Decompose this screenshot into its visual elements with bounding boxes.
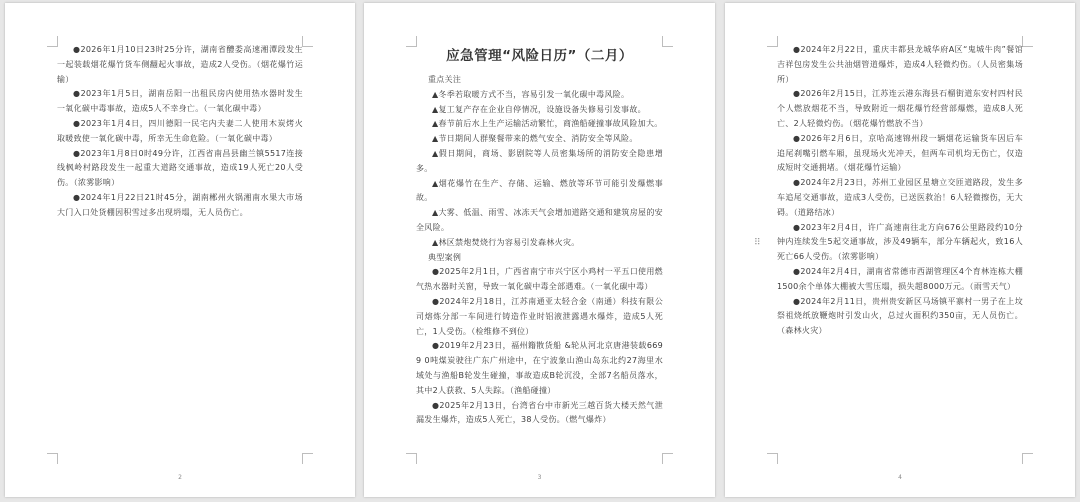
document-page-4 <box>725 3 1075 497</box>
case-paragraph: ●2026年2月15日，江苏连云港东海县石榴街道东安村四村民个人燃放烟花不当，导致附近一烟花爆竹经营部爆燃，造成8人死亡、2人轻微灼伤。（烟花爆竹燃放不当） <box>777 89 1023 128</box>
page-number: 3 <box>537 474 542 481</box>
focus-item: ▲节日期间人群聚餐带来的燃气安全、消防安全等风险。 <box>432 134 638 144</box>
case-paragraph: ●2026年1月10日23时25分许，湖南省醴娄高速湘潭段发生一起装载烟花爆竹货车侧翻起火事故，造成2人受伤。（烟花爆竹运输） <box>57 45 303 84</box>
focus-item: ▲假日期间，商场、影剧院等人员密集场所的消防安全隐患增多。 <box>416 148 663 173</box>
focus-item: ▲复工复产存在企业自停情况，设施设备失修易引发事故。 <box>432 104 646 114</box>
case-paragraph: ●2025年2月1日，广西省南宁市兴宁区小鸡村一平五口使用燃气热水器时关窗，导致一氧化碳中毒全部遇难。（一氧化碳中毒） <box>416 267 663 292</box>
focus-item: ▲春节前后水上生产运输活动繁忙，商渔船碰撞事故风险加大。 <box>432 119 663 129</box>
margin-mark-bottom-right <box>1022 453 1033 464</box>
case-paragraph: ●2024年2月11日，贵州贵安新区马场镇平寨村一男子在上坟祭祖烧纸放鞭炮时引发山火，总过火面积约350亩，无人员伤亡。（森林火灾） <box>777 296 1023 336</box>
page-number: 4 <box>898 474 902 481</box>
margin-mark-bottom-left <box>47 453 58 464</box>
case-paragraph: ●2019年2月23日，福州籍散货船 &轮从河北京唐港装载6699 0吨煤炭驶往广东广州途中，在宁波象山渔山岛东北约27海里水域处与渔船B轮发生碰撞，事故造成B轮沉没，全部7名船员落水，其中2人获救、5人失踪。（渔船碰撞） <box>416 341 663 395</box>
case-paragraph: ●2024年2月4日，湖南省常德市西湖管理区4个育林连栋大棚1500余个单体大棚被大雪压塌，损失超8000万元。（雨雪天气） <box>777 266 1023 291</box>
case-paragraph: ●2023年2月4日，许广高速南往北方向676公里路段约10分钟内连续发生5起交通事故，涉及49辆车，部分车辆起火，致16人死亡66人受伤。（浓雾影响） <box>777 222 1023 262</box>
margin-mark-top-right <box>662 36 673 47</box>
drag-handle-icon[interactable]: ⠿ <box>754 238 761 248</box>
case-paragraph: ●2024年2月22日，重庆丰都县龙城华府A区“鬼城牛肉”餐馆吉祥包房发生公共油烟管道爆炸，造成4人轻微灼伤。（人员密集场所） <box>777 45 1023 84</box>
margin-mark-bottom-right <box>302 453 313 464</box>
document-page-3 <box>364 3 715 497</box>
margin-mark-bottom-right <box>662 453 673 464</box>
page-number: 2 <box>178 474 182 481</box>
case-paragraph: ●2026年2月6日，京哈高速锦州段一辆烟花运输货车因后车追尾刹嘴引燃车厢，虽现场火光冲天，但两车司机均无伤亡，仅造成短时交通拥堵。（烟花爆竹运输） <box>777 133 1023 173</box>
margin-mark-top-right <box>1022 36 1033 47</box>
focus-item: ▲烟花爆竹在生产、存储、运输、燃放等环节可能引发爆燃事故。 <box>416 178 663 203</box>
section-heading: 典型案例 <box>428 252 462 262</box>
document-title: 应急管理“风险日历”（二月） <box>446 48 633 64</box>
case-paragraph: ●2024年2月23日，苏州工业园区星塘立交匝道路段，发生多车追尾交通事故，造成3人受伤，已送医救治！6人轻微擦伤，无大碍。（道路结冰） <box>777 178 1023 217</box>
page-body[interactable] <box>416 43 663 428</box>
margin-mark-bottom-left <box>406 453 417 464</box>
margin-mark-top-right <box>302 36 313 47</box>
case-paragraph: ●2023年1月4日，四川德阳一民宅内夫妻二人使用木炭烤火取暖致使一氧化碳中毒，所幸无生命危险。（一氧化碳中毒） <box>57 118 303 143</box>
case-paragraph: ●2023年1月8日0时49分许，江西省南昌县幽兰镇5517连接线枫岭村路段发生一起重大道路交通事故，造成19人死亡20人受伤。（浓雾影响） <box>57 148 303 188</box>
focus-item: ▲林区禁炮焚烧行为容易引发森林火灾。 <box>432 237 580 247</box>
page-body[interactable] <box>57 43 303 221</box>
section-heading: 重点关注 <box>428 75 462 84</box>
case-paragraph: ●2025年2月13日，台湾省台中市新光三越百货大楼天然气泄漏发生爆炸，造成5人死亡，38人受伤。（燃气爆炸） <box>416 400 663 425</box>
focus-item: ▲大雾、低温、雨雪、冰冻天气会增加道路交通和建筑房屋的安全风险。 <box>416 208 663 232</box>
page-body[interactable] <box>777 43 1023 339</box>
case-paragraph: ●2023年1月5日，湖南岳阳一出租民房内使用热水器时发生一氧化碳中毒事故，造成5人不幸身亡。（一氧化碳中毒） <box>57 89 303 114</box>
case-paragraph: ●2024年1月22日21时45分，湖南郴州火锅湘南水果大市场大门入口处货棚因积雪过多出现坍塌，无人员伤亡。 <box>57 192 303 217</box>
case-paragraph: ●2024年2月18日，江苏南通亚太轻合金（南通）科技有限公司熔炼分部一车间进行铸造作业时铝液泄露遇水爆炸，造成5人死亡，1人受伤。（检维修不到位） <box>416 296 663 336</box>
focus-item: ▲冬季若取暖方式不当，容易引发一氧化碳中毒风险。 <box>432 89 630 99</box>
document-page-2 <box>5 3 355 497</box>
margin-mark-bottom-left <box>767 453 778 464</box>
